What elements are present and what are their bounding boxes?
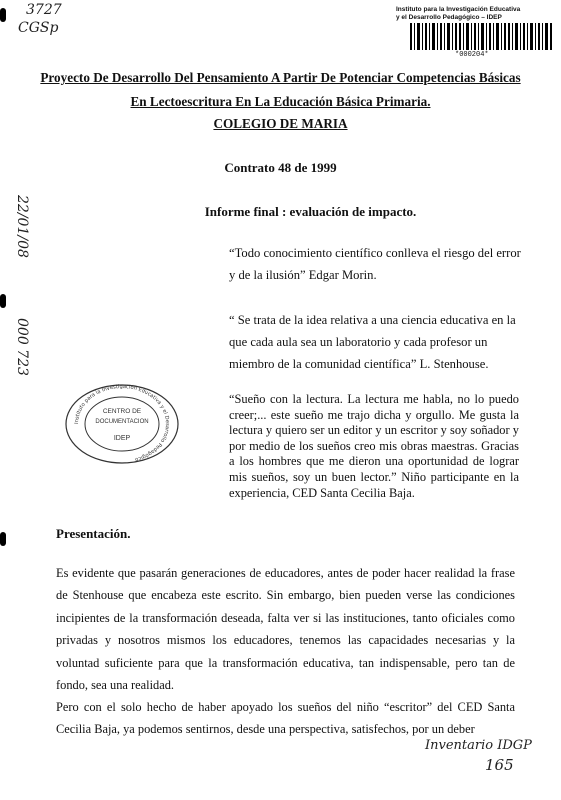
handwritten-inventory-number: 165 <box>485 756 514 774</box>
institute-header <box>396 6 556 22</box>
institute-line1: Instituto para la Investigación Educativa <box>396 6 521 13</box>
stamp-ring-text: Instituto para la Investigación Educativa y el Desarrollo Pedagógico <box>73 383 171 463</box>
body-paragraph-2: Pero con el solo hecho de haber apoyado los sueños del niño “escritor” del CED Santa Cecilia Baja, ya podemos sentirnos, desde una perspectiva, satisfechos, por un deber <box>56 700 515 737</box>
quote-stenhouse <box>229 309 529 375</box>
scan-mark-low <box>0 532 6 546</box>
scan-mark-mid <box>0 294 6 308</box>
stamp-acronym: IDEP <box>113 435 131 442</box>
quote-morin <box>229 242 529 286</box>
contract-line: Contrato 48 de 1999 <box>224 160 337 175</box>
handwritten-number: 3727 <box>26 2 62 18</box>
title-line2: En Lectoescritura En La Educación Básica Primaria. <box>130 94 431 109</box>
title-line3: COLEGIO DE MARIA <box>213 116 348 131</box>
quote-morin-line1: “Todo conocimiento científico conlleva el riesgo del error <box>229 246 521 260</box>
quote-stenhouse-line2: que cada aula sea un laboratorio y cada profesor un <box>229 335 488 349</box>
quote-stenhouse-line3: miembro de la comunidad científica” L. Stenhouse. <box>229 357 489 371</box>
title-line1: Proyecto De Desarrollo Del Pensamiento A Partir De Potenciar Competencias Básicas <box>40 70 521 85</box>
handwritten-inventory: Inventario IDGP <box>425 738 532 753</box>
quote-child: “Sueño con la lectura. La lectura me habla, no lo puedo creer;... este sueño me trajo dicha y orgullo. Me gusta la lectura y quiero ser un editor y un escritor y soy soñador y por medio de los sueños creo mis obras maestras. Gracias a los hombres que me dieron una oportunidad de lograr mis sueños, soy un buen lector.” Niño participante en la experiencia, CED Santa Cecilia Baja. <box>229 392 519 500</box>
institute-line2: y el Desarrollo Pedagógico – IDEP <box>396 14 502 21</box>
idep-stamp <box>64 383 180 465</box>
report-title: Informe final : evaluación de impacto. <box>204 204 417 219</box>
side-date: 22/01/08 <box>14 195 30 258</box>
scan-mark-top <box>0 8 6 22</box>
stamp-center-line2: DOCUMENTACION <box>95 419 149 425</box>
barcode-number: *000204* <box>455 51 489 59</box>
handwritten-code: CGSp <box>18 20 59 36</box>
side-code: 000 723 <box>14 318 30 376</box>
barcode <box>410 23 552 50</box>
quote-stenhouse-line1: “ Se trata de la idea relativa a una ciencia educativa en la <box>229 313 516 327</box>
body-paragraph-1: Es evidente que pasarán generaciones de educadores, antes de poder hacer realidad la frase de Stenhouse que encabeza este escrito. Sin embargo, bien pueden verse las condiciones incipientes de la transformación deseada, falta ver si las instituciones, tanto oficiales como privadas y nosotros mismos los educadores, tenemos las capacidades necesarias y la voluntad suficiente para que la transformación educativa, tan indispensable, pero tan de fondo, sea una realidad. <box>56 566 515 693</box>
stamp-center-line1: CENTRO DE <box>102 408 142 415</box>
quote-morin-line2: y de la ilusión” Edgar Morin. <box>229 268 377 282</box>
section-heading: Presentación. <box>56 526 131 541</box>
